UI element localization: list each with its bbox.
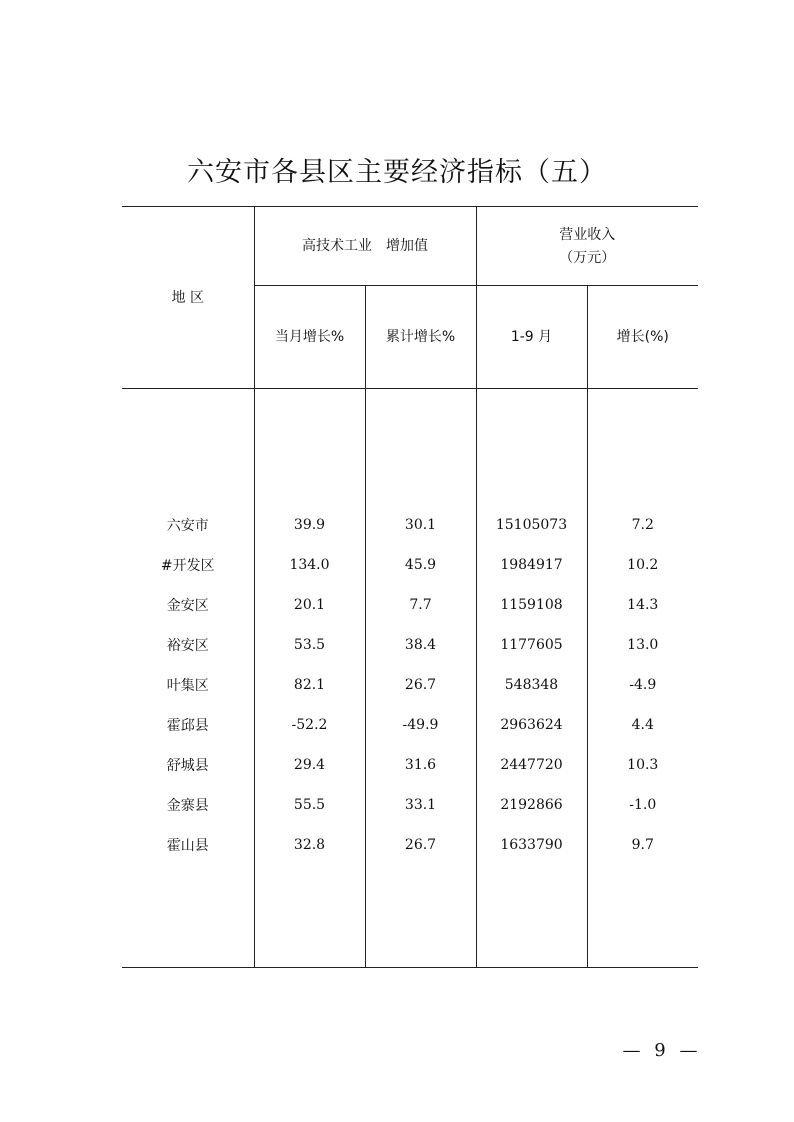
region-cell: #开发区 bbox=[122, 545, 254, 585]
cumulative-growth-cell: 7.7 bbox=[365, 585, 476, 625]
cumulative-growth-cell: 38.4 bbox=[365, 625, 476, 665]
monthly-growth-header: 当月增长% bbox=[254, 286, 365, 389]
revenue-growth-cell: 4.4 bbox=[631, 717, 654, 733]
table-row bbox=[122, 505, 698, 545]
revenue-growth-cell: -1.0 bbox=[629, 797, 657, 813]
cumulative-growth-cell: 26.7 bbox=[365, 665, 476, 705]
revenue-growth-header: 增长(%) bbox=[587, 286, 698, 389]
high-tech-group-header bbox=[254, 207, 476, 286]
revenue-unit-label: （万元） bbox=[559, 249, 616, 266]
table-row bbox=[122, 745, 698, 785]
economic-indicators-table bbox=[122, 206, 698, 968]
table-row bbox=[122, 625, 698, 665]
cumulative-growth-cell: 31.6 bbox=[365, 745, 476, 785]
revenue-growth-cell: 7.2 bbox=[631, 517, 654, 533]
document-title: 六安市各县区主要经济指标（五） bbox=[187, 157, 607, 188]
monthly-growth-cell: 20.1 bbox=[254, 585, 365, 625]
revenue-cell: 548348 bbox=[476, 665, 587, 705]
region-cell: 金寨县 bbox=[122, 785, 254, 825]
revenue-cell: 1633790 bbox=[476, 825, 587, 865]
region-cell: 金安区 bbox=[122, 585, 254, 625]
monthly-growth-cell: -52.2 bbox=[254, 705, 365, 745]
revenue-growth-cell: 9.7 bbox=[631, 837, 654, 853]
region-cell: 霍山县 bbox=[122, 825, 254, 865]
monthly-growth-cell: 29.4 bbox=[254, 745, 365, 785]
cumulative-growth-cell: 26.7 bbox=[365, 825, 476, 865]
monthly-growth-cell: 32.8 bbox=[254, 825, 365, 865]
revenue-group-header bbox=[476, 207, 698, 286]
table-row bbox=[122, 705, 698, 745]
period-header: 1-9 月 bbox=[476, 286, 587, 389]
monthly-growth-cell: 53.5 bbox=[254, 625, 365, 665]
high-tech-header-label: 高技术工业 增加值 bbox=[302, 238, 428, 254]
revenue-header-label: 营业收入 bbox=[559, 226, 616, 243]
revenue-growth-cell: 10.3 bbox=[627, 757, 659, 773]
table-row bbox=[122, 585, 698, 625]
revenue-growth-cell: -4.9 bbox=[629, 677, 657, 693]
cumulative-growth-cell: 45.9 bbox=[365, 545, 476, 585]
table-row bbox=[122, 545, 698, 585]
monthly-growth-cell: 39.9 bbox=[254, 505, 365, 545]
revenue-cell: 2447720 bbox=[476, 745, 587, 785]
cumulative-growth-cell: 30.1 bbox=[365, 505, 476, 545]
region-column-header: 地 区 bbox=[122, 207, 254, 389]
revenue-cell: 2192866 bbox=[476, 785, 587, 825]
spacer-row bbox=[122, 865, 698, 968]
revenue-growth-cell: 10.2 bbox=[627, 557, 659, 573]
cumulative-growth-cell: 33.1 bbox=[365, 785, 476, 825]
table-row bbox=[122, 825, 698, 865]
revenue-growth-cell: 13.0 bbox=[627, 637, 659, 653]
monthly-growth-cell: 55.5 bbox=[254, 785, 365, 825]
table-row bbox=[122, 665, 698, 705]
region-cell: 霍邱县 bbox=[122, 705, 254, 745]
monthly-growth-cell: 134.0 bbox=[254, 545, 365, 585]
cumulative-growth-header: 累计增长% bbox=[365, 286, 476, 389]
page-number: — 9 — bbox=[622, 1040, 702, 1061]
revenue-cell: 1159108 bbox=[476, 585, 587, 625]
table-row bbox=[122, 785, 698, 825]
region-cell: 六安市 bbox=[122, 505, 254, 545]
revenue-cell: 2963624 bbox=[476, 705, 587, 745]
region-cell: 叶集区 bbox=[122, 665, 254, 705]
revenue-cell: 1177605 bbox=[476, 625, 587, 665]
spacer-row bbox=[122, 389, 698, 506]
region-cell: 舒城县 bbox=[122, 745, 254, 785]
revenue-cell: 15105073 bbox=[476, 505, 587, 545]
cumulative-growth-cell: -49.9 bbox=[365, 705, 476, 745]
monthly-growth-cell: 82.1 bbox=[254, 665, 365, 705]
region-cell: 裕安区 bbox=[122, 625, 254, 665]
revenue-cell: 1984917 bbox=[476, 545, 587, 585]
table-body bbox=[122, 389, 698, 968]
revenue-growth-cell: 14.3 bbox=[627, 597, 659, 613]
